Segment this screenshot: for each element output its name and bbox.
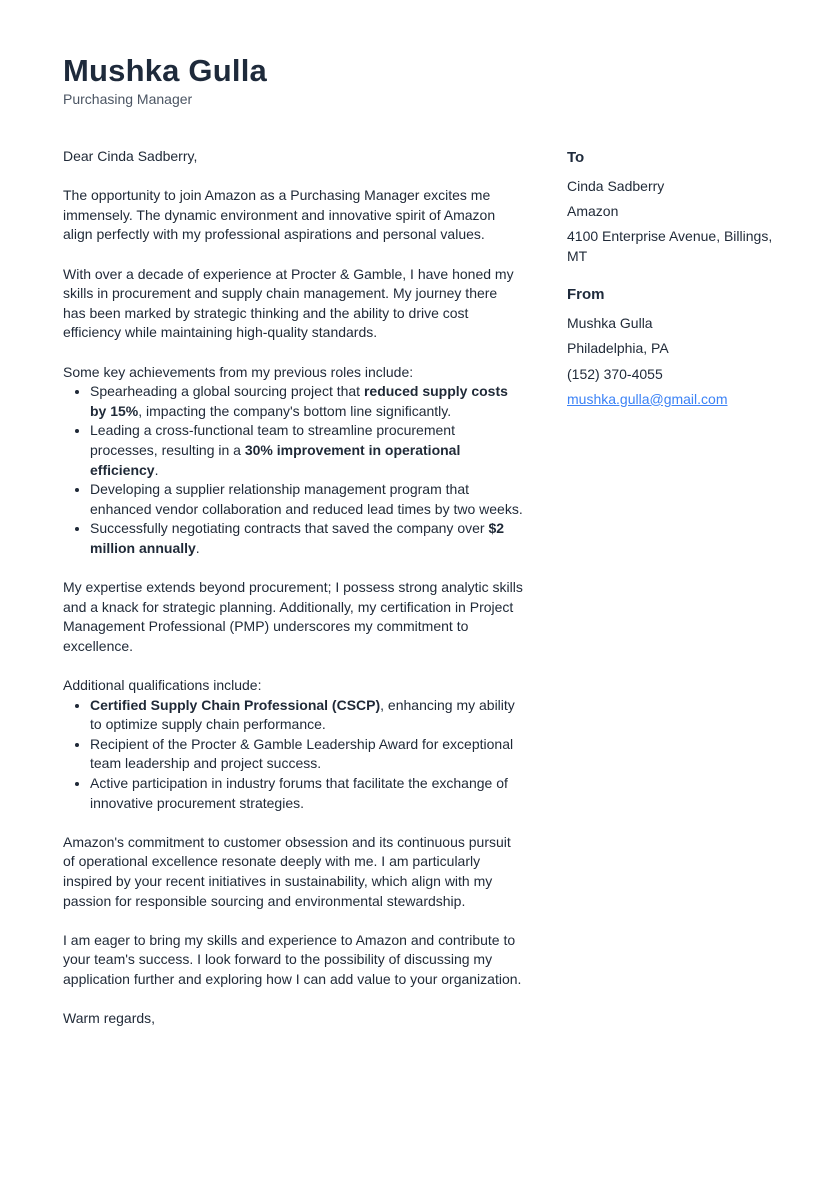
list-item	[90, 519, 523, 558]
sender-phone: (152) 370-4055	[567, 365, 663, 382]
list-item-text: .	[195, 539, 200, 556]
paragraph-experience: With over a decade of experience at Procter & Gamble, I have honed my skills in procurement and supply chain management. My journey there has been marked by strategic thinking and the ability to drive cost efficiency while maintaining high-quality standards.	[63, 265, 514, 341]
list-item	[90, 774, 523, 813]
closing-salutation: Warm regards,	[63, 1010, 156, 1027]
sender-contact-name: Mushka Gulla	[567, 315, 653, 332]
list-item-emphasis: Certified Supply Chain Professional (CSCP)	[90, 696, 381, 713]
list-item-text: Leading a cross-functional team to streamline procurement processes, resulting in a	[90, 422, 455, 458]
list-item	[90, 421, 523, 480]
sender-block	[567, 285, 782, 409]
to-heading: To	[567, 149, 585, 166]
recipient-block	[567, 148, 782, 266]
letter-header	[63, 52, 267, 108]
contact-sidebar	[567, 148, 782, 428]
list-item	[90, 696, 523, 735]
list-item-text: Recipient of the Procter & Gamble Leadership Award for exceptional team leadership and project success.	[90, 735, 514, 772]
list-item-text: Successfully negotiating contracts that saved the company over	[90, 520, 489, 537]
paragraph-intro: The opportunity to join Amazon as a Purchasing Manager excites me immensely. The dynamic environment and innovative spirit of Amazon align perfectly with my professional aspirations and personal values.	[63, 187, 496, 243]
from-heading: From	[567, 286, 605, 304]
paragraph-motivation: Amazon's commitment to customer obsession and its continuous pursuit of operational excellence resonate deeply with me. I am particularly inspired by your recent initiatives in sustainability, which align with my passion for responsible sourcing and environmental stewardship.	[63, 833, 511, 909]
sender-location: Philadelphia, PA	[567, 340, 669, 357]
list-item-text: Spearheading a global sourcing project that	[90, 383, 364, 400]
list-item-text: .	[154, 461, 159, 478]
list-item-text: Developing a supplier relationship management program that enhanced vendor collaboration and reduced lead times by two weeks.	[90, 481, 523, 517]
paragraph-closing: I am eager to bring my skills and experience to Amazon and contribute to your team's success. I look forward to the possibility of discussing my application further and exploring how I can add value to your organization.	[63, 931, 522, 987]
sender-email-row	[567, 390, 782, 410]
list-item-emphasis: $2 million annually	[90, 520, 505, 556]
list-item-emphasis: reduced supply costs by 15%	[90, 383, 508, 419]
list-item-text: , impacting the company's bottom line significantly.	[138, 402, 452, 419]
recipient-company: Amazon	[567, 203, 619, 220]
list-item	[90, 480, 523, 519]
recipient-address: 4100 Enterprise Avenue, Billings, MT	[567, 228, 773, 264]
achievements-intro: Some key achievements from my previous roles include:	[63, 363, 414, 380]
greeting: Dear Cinda Sadberry,	[63, 148, 198, 164]
list-item	[90, 735, 523, 774]
sender-name: Mushka Gulla	[63, 53, 267, 88]
achievements-list	[63, 382, 523, 558]
recipient-name: Cinda Sadberry	[567, 178, 665, 194]
letter-body	[63, 147, 523, 1048]
email-link[interactable]: mushka.gulla@gmail.com	[567, 390, 728, 407]
list-item-emphasis: 30% improvement in operational efficiency	[90, 441, 461, 478]
list-item	[90, 382, 523, 421]
qualifications-intro: Additional qualifications include:	[63, 677, 262, 694]
list-item-text: , enhancing my ability to optimize supply chain performance.	[90, 696, 515, 733]
qualifications-list	[63, 696, 523, 814]
paragraph-expertise: My expertise extends beyond procurement; I possess strong analytic skills and a knack for strategic planning. Additionally, my certification in Project Management Professional (PMP) underscores my commitment to excellence.	[63, 579, 523, 654]
list-item-text: Active participation in industry forums that facilitate the exchange of innovative procurement strategies.	[90, 775, 508, 811]
job-title: Purchasing Manager	[63, 91, 193, 107]
